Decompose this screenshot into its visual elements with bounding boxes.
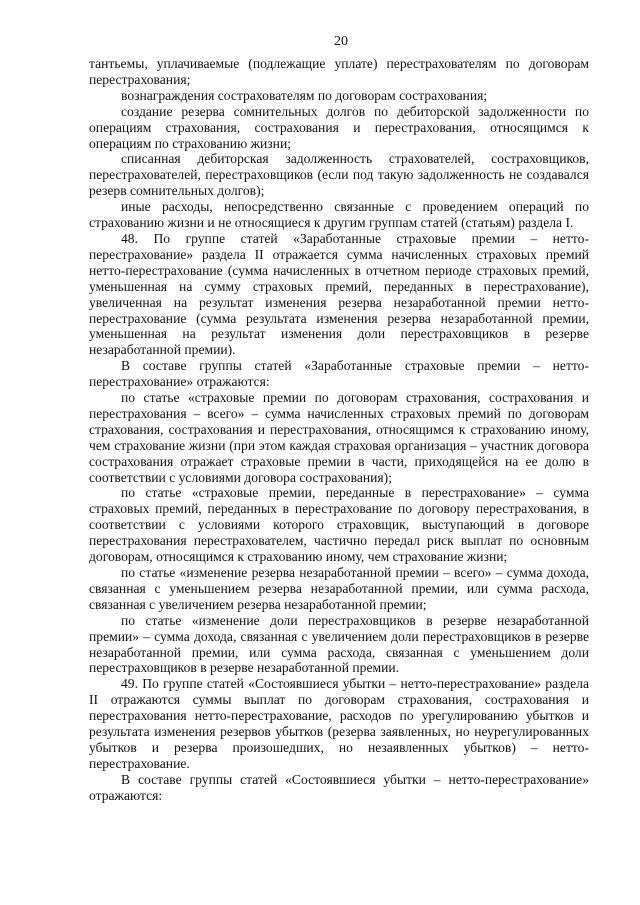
paragraph-premiums-total: по статье «страховые премии по договорам страхования, сострахования и перестрахования – всего» – сумма начисленных страховых премий по договорам страхования, сострахования и перестрахования, относящимся к страхованию иному, чем страхование жизни (при этом каждая страховая организация – участник договора сострахования отражает страховые премии в части, приходящейся на ее долю в соответствии с условиями договора сострахования); (89, 390, 589, 485)
paragraph-coinsurer-fees: вознаграждения сострахователям по договорам сострахования; (121, 87, 488, 103)
paragraph-unearned-reserve-change: по статье «изменение резерва незаработанной премии – всего» – сумма дохода, связанная с уменьшением резерва незаработанной премии, или сумма расхода, связанная с увеличением резерва незаработанной премии; (89, 565, 589, 612)
paragraph-tantiemes: тантьемы, уплачиваемые (подлежащие уплате) перестрахователям по договорам перестрахования; (89, 56, 589, 87)
paragraph-earned-premiums-intro: В составе группы статей «Заработанные страховые премии – нетто-перестрахование» отражаются: (89, 358, 589, 390)
paragraph-incurred-losses-intro: В составе группы статей «Состоявшиеся убытки – нетто-перестрахование» отражаются: (89, 771, 589, 803)
paragraph-premiums-ceded: по статье «страховые премии, переданные в перестрахование» – сумма страховых премий, переданных в перестрахование по договору перестрахования, в соответствии с условиями которого страховщик, выступающий в договоре перестрахования перестрахователем, частично передал риск выплат по основным договорам, относящимся к страхованию иному, чем страхование жизни; (89, 485, 589, 565)
paragraph-doubtful-debts-reserve: создание резерва сомнительных долгов по дебиторской задолженности по операциям страхования, сострахования и перестрахования, относящимся к операциям по страхованию жизни; (89, 103, 589, 151)
paragraph-item-49: 49. По группе статей «Состоявшиеся убытки – нетто-перестрахование» раздела II отражаются суммы выплат по договорам страхования, сострахования и перестрахования нетто-перестрахование, расходов по урегулированию убытков и результата изменения резервов убытков (резерва заявленных, но неурегулированных убытков и резерва произошедших, но незаявленных убытков) – нетто-перестрахование. (89, 676, 589, 771)
page-number: 20 (334, 34, 348, 49)
paragraph-item-48: 48. По группе статей «Заработанные страховые премии – нетто-перестрахование» раздела II отражается сумма начисленных страховых премий нетто-перестрахование (сумма начисленных в отчетном периоде страховых премий, уменьшенная на сумму страховых премий, переданных в перестрахование), увеличенная на результат изменения резерва незаработанной премии нетто-перестрахование (сумма результата изменения резерва незаработанной премии, уменьшенная на результат изменения доли перестраховщиков в резерве незаработанной премии). (89, 230, 589, 358)
paragraph-written-off-receivables: списанная дебиторская задолженность страхователей, состраховщиков, перестрахователей, перестраховщиков (если под такую задолженность не создавался резерв сомнительных долгов); (89, 151, 589, 199)
paragraph-other-expenses: иные расходы, непосредственно связанные с проведением операций по страхованию жизни и не относящиеся к другим группам статей (статьям) раздела I. (89, 199, 589, 231)
document-page (89, 34, 589, 804)
paragraph-reinsurer-share-change: по статье «изменение доли перестраховщиков в резерве незаработанной премии» – сумма дохода, связанная с увеличением доли перестраховщиков в резерве незаработанной премии, или сумма расхода, связанная с уменьшением доли перестраховщиков в резерве незаработанной премии. (89, 612, 589, 676)
